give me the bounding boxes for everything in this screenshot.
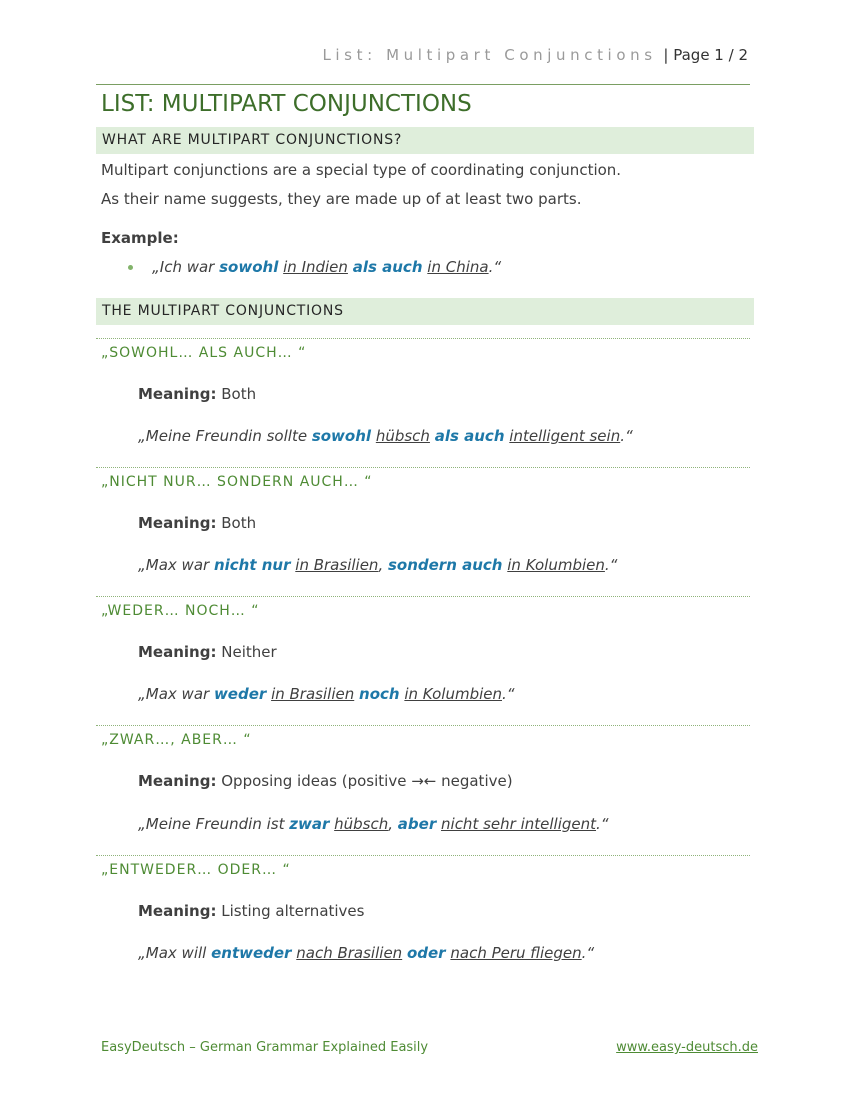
example-text: „Ich war [152,258,220,276]
example-keyword: oder [406,944,446,962]
header-doc-title: List: Multipart Conjunctions [322,46,657,64]
meaning-line [138,772,513,790]
example-keyword: als auch [352,258,423,276]
meaning-label: Meaning: [138,902,217,920]
list-heading-band [96,298,754,325]
list-heading: THE MULTIPART CONJUNCTIONS [102,303,344,319]
example-keyword: entweder [211,944,292,962]
example-phrase: in Brasilien [271,685,355,703]
example-keyword: sondern auch [387,556,503,574]
example-text: , [378,556,388,574]
example-text: .“ [581,944,595,962]
what-heading: WHAT ARE MULTIPART CONJUNCTIONS? [102,132,403,148]
example-keyword: als auch [434,427,505,445]
bullet-icon [128,265,133,270]
meaning-label: Meaning: [138,643,217,661]
meaning-label: Meaning: [138,385,217,403]
page-header [322,46,748,64]
example-keyword: sowohl [219,258,279,276]
example-sentence [152,258,501,276]
example-phrase: hübsch [375,427,430,445]
example-sentence [138,427,633,445]
example-text: .“ [596,815,609,833]
example-sentence [138,944,594,962]
example-phrase: hübsch [334,815,389,833]
example-sentence [138,556,617,574]
conjunction-section-heading [96,338,750,361]
footer-brand: EasyDeutsch – German Grammar Explained Easily [101,1040,429,1055]
conjunction-heading: „ENTWEDER… ODER… “ [101,862,291,878]
meaning-value: Both [221,514,257,532]
example-keyword: weder [213,685,267,703]
header-rule [96,84,750,85]
example-phrase: in China [427,258,489,276]
example-phrase: in Kolumbien [507,556,605,574]
intro-line-1: Multipart conjunctions are a special type of coordinating conjunction. [101,161,622,179]
example-text: , [388,815,398,833]
conjunction-section-heading [96,596,750,619]
meaning-label: Meaning: [138,514,217,532]
example-text: .“ [604,556,618,574]
example-label: Example: [101,229,179,247]
page-title: LIST: MULTIPART CONJUNCTIONS [101,91,472,117]
conjunction-section-heading [96,467,750,490]
conjunction-heading: „SOWOHL… ALS AUCH… “ [101,345,307,361]
conjunction-heading: „NICHT NUR… SONDERN AUCH… “ [101,474,373,490]
example-text: „Max war [138,556,214,574]
example-phrase: nicht sehr intelligent [441,815,597,833]
meaning-value: Both [221,385,257,403]
header-page-number: | Page 1 / 2 [663,46,748,64]
example-text: .“ [620,427,633,445]
example-text: „Meine Freundin ist [138,815,290,833]
meaning-label: Meaning: [138,772,217,790]
meaning-value: Opposing ideas (positive →← negative) [221,772,513,790]
example-phrase: intelligent sein [509,427,621,445]
intro-line-2: As their name suggests, they are made up of at least two parts. [101,190,582,208]
example-sentence [138,815,609,833]
example-text: „Meine Freundin sollte [138,427,312,445]
example-text: .“ [488,258,502,276]
example-keyword: sowohl [311,427,372,445]
example-phrase: in Kolumbien [404,685,502,703]
example-phrase: in Indien [283,258,348,276]
example-text: „Max war [138,685,214,703]
example-keyword: aber [397,815,437,833]
example-text: „Max will [138,944,212,962]
example-phrase: in Brasilien [295,556,379,574]
example-phrase: nach Brasilien [296,944,403,962]
example-sentence [138,685,515,703]
example-keyword: zwar [289,815,330,833]
meaning-line [138,385,256,403]
what-heading-band [96,127,754,154]
conjunction-section-heading [96,855,750,878]
example-keyword: noch [359,685,400,703]
meaning-value: Neither [221,643,277,661]
example-phrase: nach Peru fliegen [450,944,582,962]
meaning-value: Listing alternatives [221,902,365,920]
conjunction-heading: „ZWAR…, ABER… “ [101,732,252,748]
example-text: .“ [502,685,515,703]
meaning-line [138,514,256,532]
conjunction-heading: „WEDER… NOCH… “ [101,603,260,619]
meaning-line [138,902,364,920]
conjunction-section-heading [96,725,750,748]
meaning-line [138,643,277,661]
footer-link[interactable]: www.easy-deutsch.de [616,1040,758,1055]
example-keyword: nicht nur [213,556,291,574]
